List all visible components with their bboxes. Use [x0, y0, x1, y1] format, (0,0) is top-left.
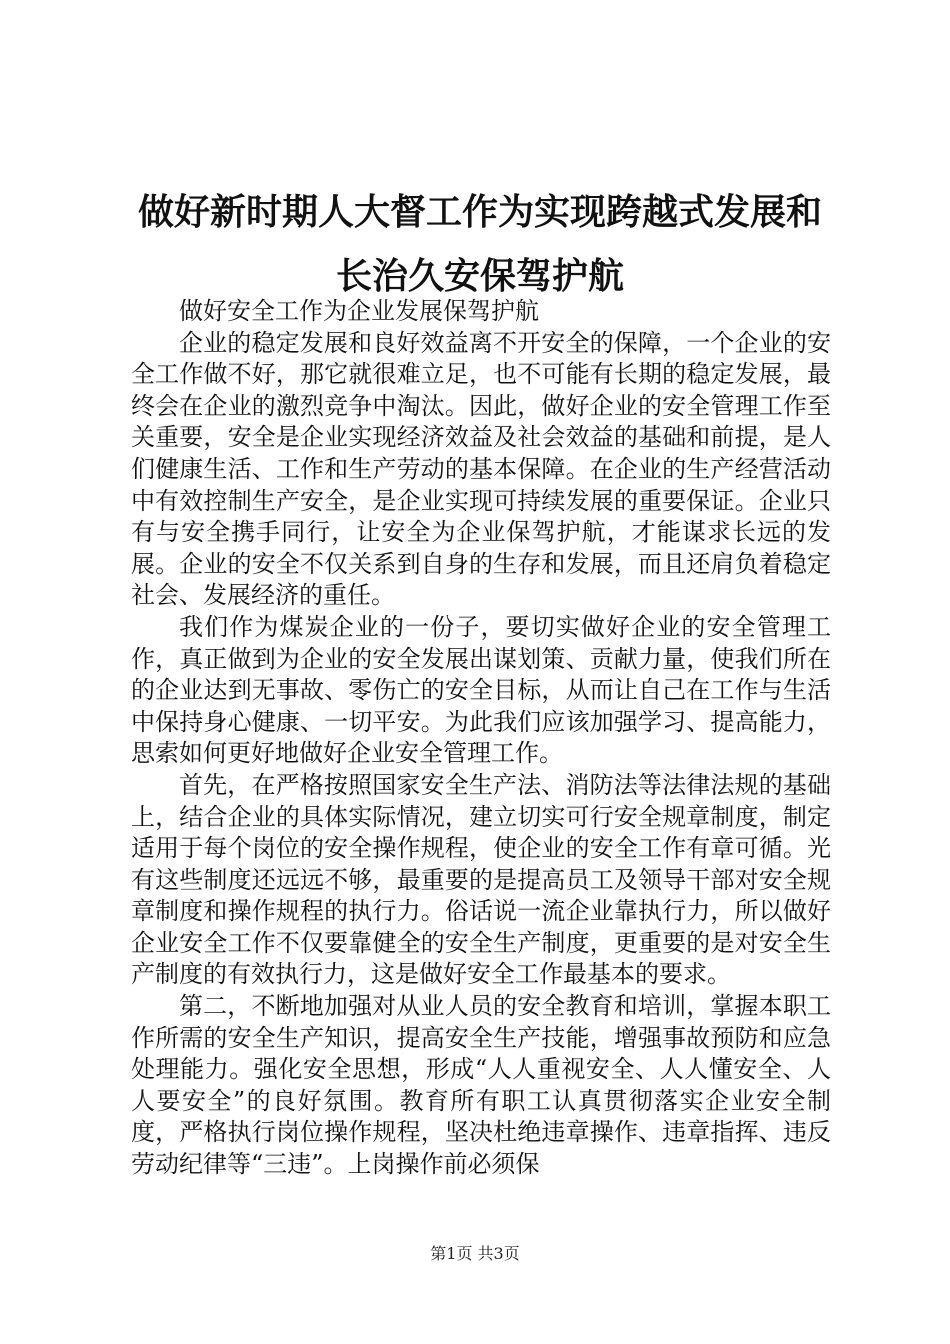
paragraph: 首先，在严格按照国家安全生产法、消防法等法律法规的基础上，结合企业的具体实际情况，建立切实可行安全规章制度，制定适用于每个岗位的安全操作规程，使企业的安全工作有章可循。光有这些制度还远远不够，最重要的是提高员工及领导干部对安全规章制度和操作规程的执行力。俗话说一流企业靠执行力，所以做好企业安全工作不仅要靠健全的安全生产制度，更重要的是对安全生产制度的有效执行力，这是做好安全工作最基本的要求。 — [131, 770, 831, 989]
paragraph: 我们作为煤炭企业的一份子，要切实做好企业的安全管理工作，真正做到为企业的安全发展出谋划策、贡献力量，使我们所在的企业达到无事故、零伤亡的安全目标，从而让自己在工作与生活中保持身心健康、一切平安。为此我们应该加强学习、提高能力，思索如何更好地做好企业安全管理工作。 — [131, 612, 831, 768]
paragraph: 企业的稳定发展和良好效益离不开安全的保障，一个企业的安全工作做不好，那它就很难立足，也不可能有长期的稳定发展，最终会在企业的激烈竞争中淘汰。因此，做好企业的安全管理工作至关重要，安全是企业实现经济效益及社会效益的基础和前提，是人们健康生活、工作和生产劳动的基本保障。在企业的生产经营活动中有效控制生产安全，是企业实现可持续发展的重要保证。企业只有与安全携手同行，让安全为企业保驾护航，才能谋求长远的发展。企业的安全不仅关系到自身的生存和发展，而且还肩负着稳定社会、发展经济的重任。 — [131, 328, 831, 610]
document-body — [131, 296, 831, 1181]
page-number-footer: 第1页 共3页 — [430, 1244, 520, 1263]
paragraph-subtitle: 做好安全工作为企业发展保驾护航 — [179, 297, 539, 325]
paragraph: 第二，不断地加强对从业人员的安全教育和培训，掌握本职工作所需的安全生产知识，提高安全生产技能，增强事故预防和应急处理能力。强化安全思想，形成“人人重视安全、人人懂安全、人人要安全”的良好氛围。教育所有职工认真贯彻落实企业安全制度，严格执行岗位操作规程，坚决杜绝违章操作、违章指挥、违反劳动纪律等“三违”。上岗操作前必须保 — [131, 992, 831, 1179]
document-title: 做好新时期人大督工作为实现跨越式发展和长治久安保驾护航 — [137, 191, 822, 297]
